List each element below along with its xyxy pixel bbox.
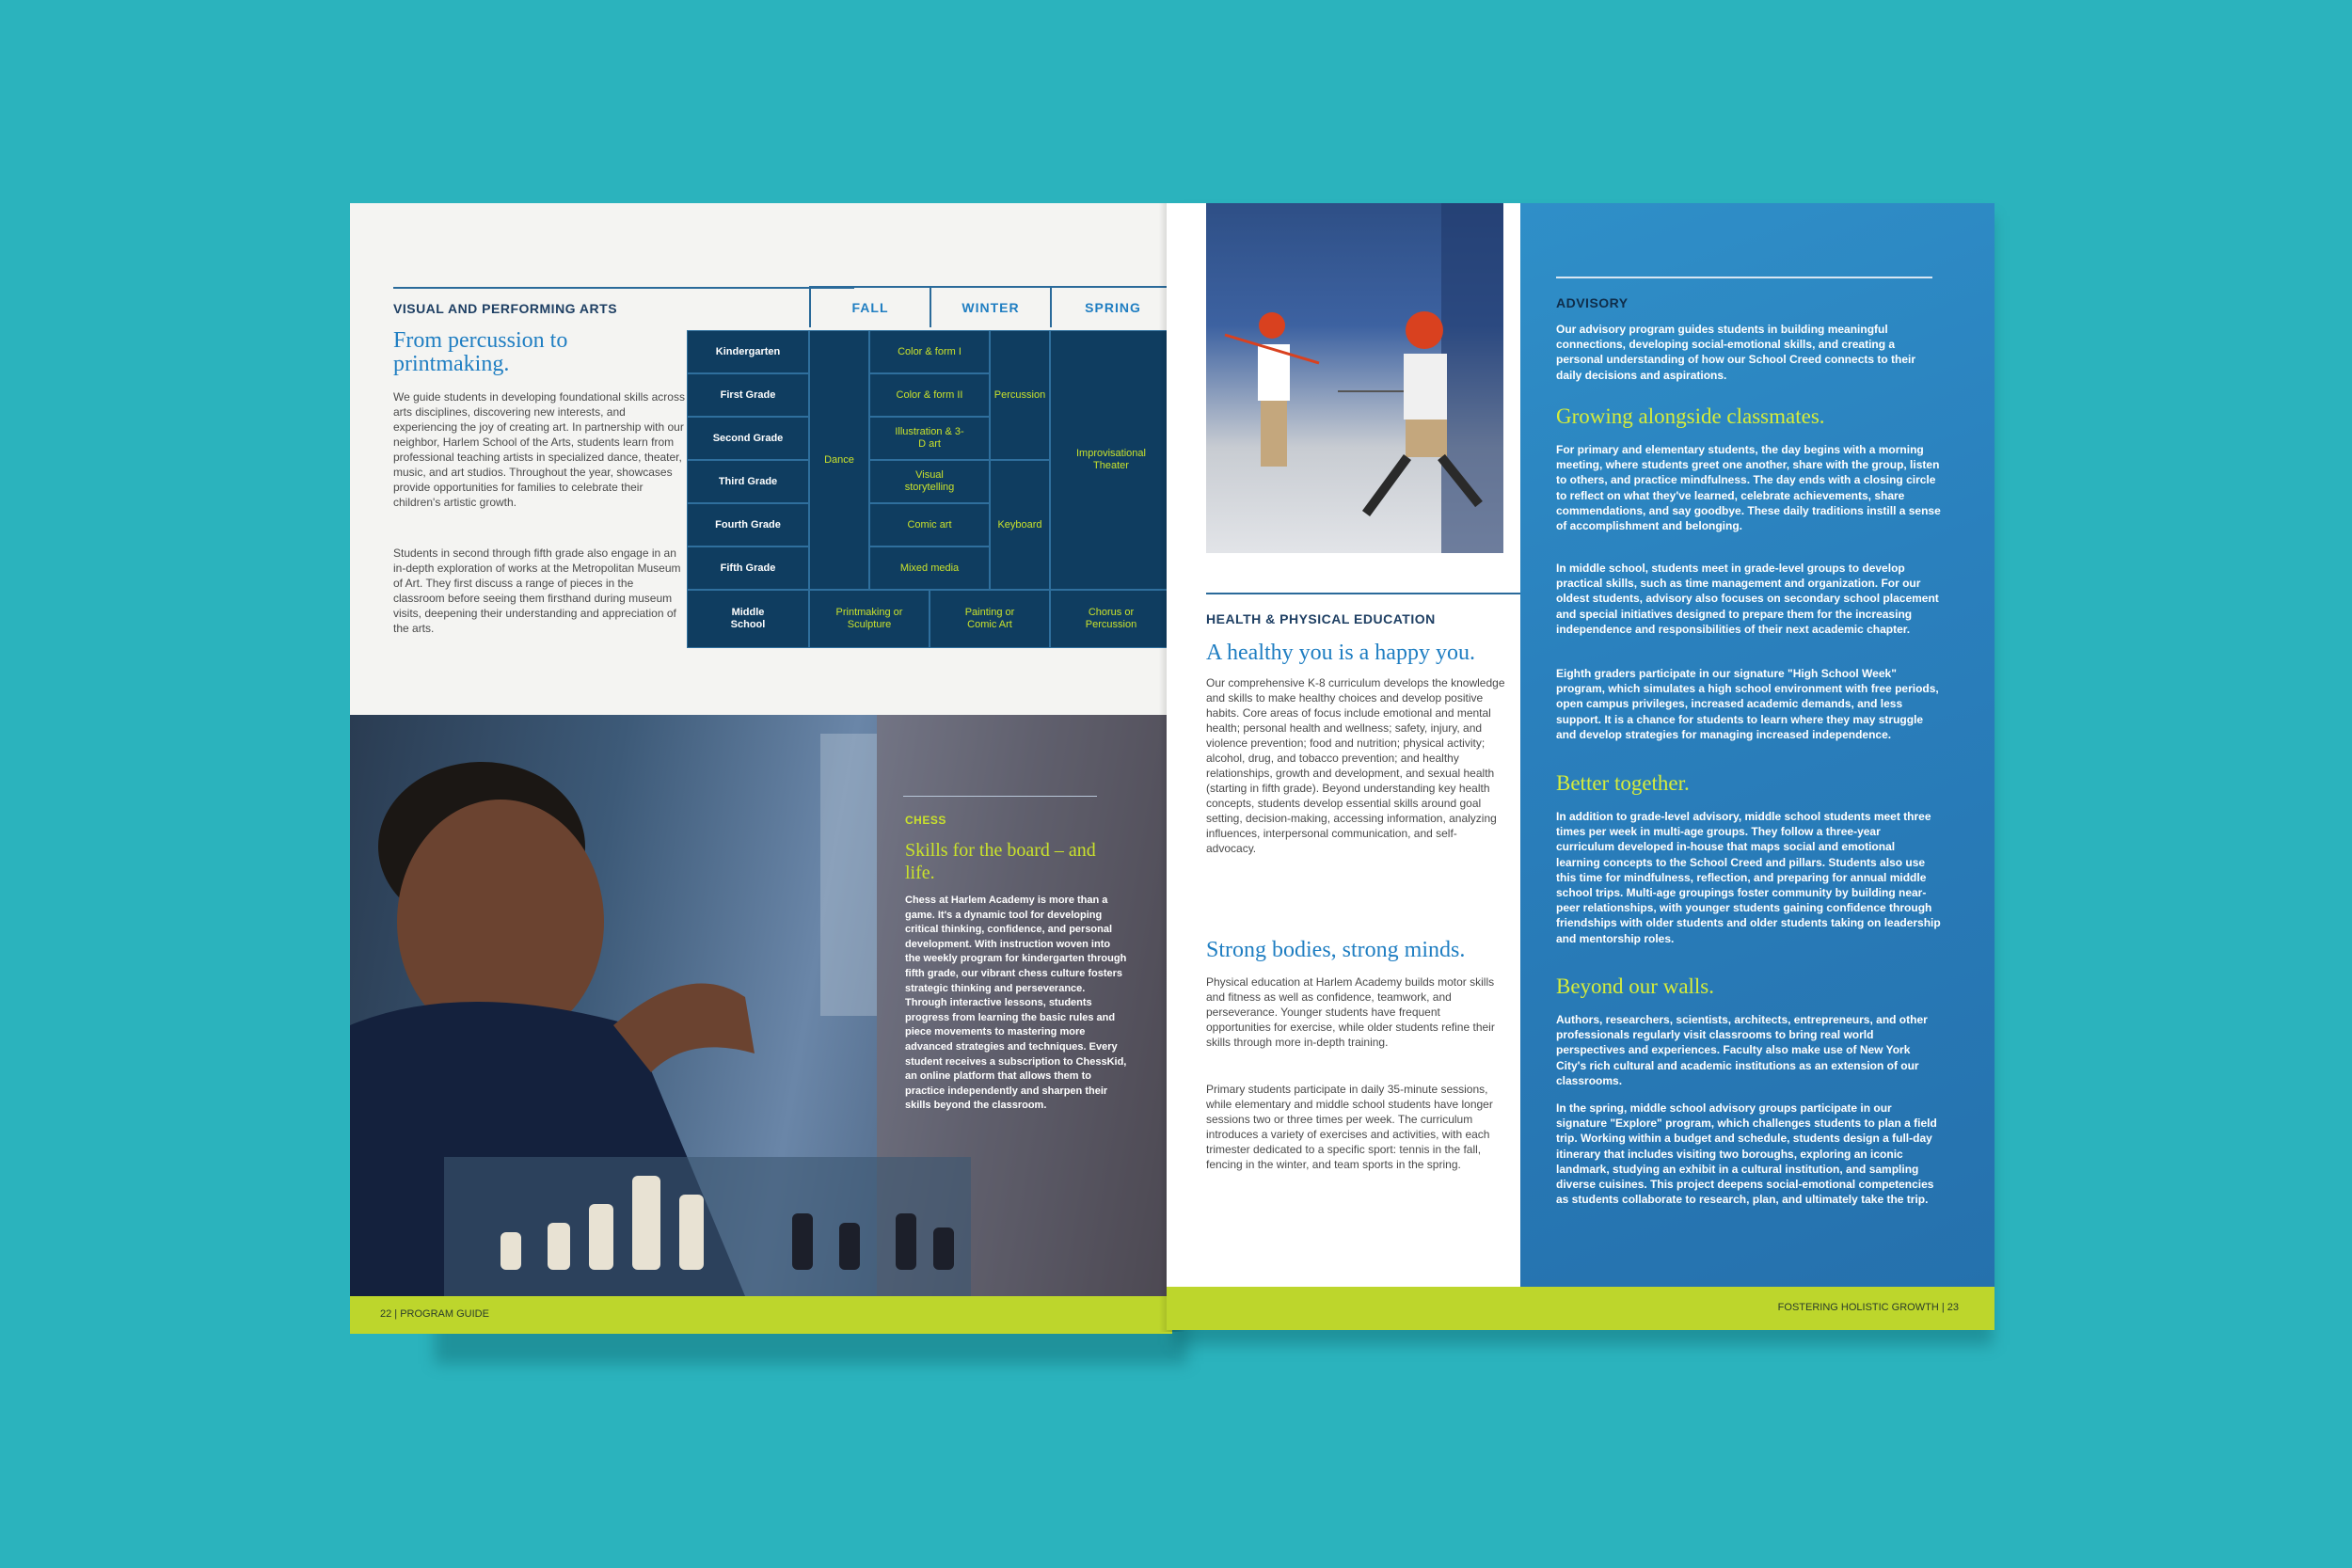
visual-arts-label: VISUAL AND PERFORMING ARTS (393, 301, 618, 316)
fencing-photo (1206, 203, 1503, 553)
advisory-paragraph-5: Authors, researchers, scientists, architects, entrepreneurs, and other professionals regularly visit classrooms to bring real world perspectives and experiences. Faculty also make use of New York City's rich cultural and academic institutions as an extension of our classrooms. (1556, 1013, 1928, 1087)
hpe-rule (1206, 593, 1522, 594)
advisory-paragraph-1: For primary and elementary students, the day begins with a morning meeting, where students greet one another, share with the group, listen to others, and practice mindfulness. The day ends with a closing circle to reflect on what they've learned, celebrate achievements, share commendations, and say goodbye. These daily traditions instill a sense of accomplishment and belonging. (1556, 443, 1941, 533)
visual-arts-paragraph-2: Students in second through fifth grade also engage in an in-depth exploration of works at the Metropolitan Museum of Art. They first discuss a range of pieces in the classroom before seeing them firsthand during museum visits, deepening their understanding and appreciation of the arts. (393, 546, 681, 635)
grade-fifth: Fifth Grade (687, 546, 809, 590)
activity-keyboard: Keyboard (990, 460, 1050, 590)
right-page-folio: FOSTERING HOLISTIC GROWTH | 23 (1777, 1302, 1959, 1313)
ms-spring-activity: Chorus or Percussion (1050, 590, 1172, 648)
chess-body: Chess at Harlem Academy is more than a game. It's a dynamic tool for developing critical thinking, confidence, and personal development. With instruction woven into the weekly program for kindergarten through fifth grade, our vibrant chess culture fosters strategic thinking and perseverance. Through interactive lessons, students progress from learning the basic rules and piece movements to mastering more advanced strategies and techniques. Every student receives a subscription to ChessKid, an online platform that allows them to practice independently and sharpen their skills beyond the classroom. (905, 895, 1127, 1112)
left-page-folio: 22 | PROGRAM GUIDE (380, 1308, 489, 1320)
visual-arts-headline: From percussion to printmaking. (393, 328, 568, 376)
advisory-headline-3: Beyond our walls. (1556, 974, 1715, 998)
season-winter: WINTER (930, 288, 1050, 327)
grade-third: Third Grade (687, 460, 809, 503)
season-spring: SPRING (1050, 288, 1172, 327)
left-footer (350, 1296, 1172, 1334)
advisory-paragraph-3: Eighth graders participate in our signature "High School Week" program, which simulates a high school environment with free periods, open campus privileges, increased academic demands, and less support. It is a chance for students to learn where they may struggle and develop strategies for managing increased independence. (1556, 667, 1939, 741)
advisory-paragraph-2: In middle school, students meet in grade-level groups to develop practical skills, such as time management and organization. For our oldest students, advisory also focuses on secondary school placement and special initiatives designed to prepare them for the increasing independence and responsibilities of their next academic chapter. (1556, 562, 1939, 636)
hpe-paragraph-3: Primary students participate in daily 35-minute sessions, while elementary and middle school students have longer sessions two or three times per week. The curriculum introduces a variety of exercises and activities, with each trimester dedicated to a specific sport: tennis in the fall, fencing in the winter, and team sports in the spring. (1206, 1083, 1493, 1171)
season-header (809, 286, 1172, 329)
ms-winter-activity: Painting or Comic Art (930, 590, 1050, 648)
advisory-panel (1520, 203, 1994, 1287)
grade-first: First Grade (687, 373, 809, 417)
chess-rule (903, 796, 1097, 797)
left-page (350, 203, 1172, 1334)
ms-fall-activity: Printmaking or Sculpture (809, 590, 930, 648)
fencing-photo-illustration (1206, 203, 1503, 553)
activity-color-form-2: Color & form II (869, 373, 990, 417)
activity-improv-theater: Improvisational Theater (1050, 330, 1172, 590)
advisory-headline-2: Better together. (1556, 771, 1690, 795)
section-rule (393, 287, 854, 289)
advisory-paragraph-6: In the spring, middle school advisory groups participate in our signature "Explore" program, which challenges students to plan a field trip. Working within a budget and schedule, students design a full-day itinerary that includes visiting two boroughs, exploring an iconic landmark, studying an exhibit in a cultural institution, and sampling diverse cuisines. This project deepens social-emotional competencies as students collaborate to research, plan, and ultimately take the trip. (1556, 1101, 1937, 1207)
hpe-headline-2: Strong bodies, strong minds. (1206, 938, 1466, 962)
advisory-intro: Our advisory program guides students in building meaningful connections, developing social-emotional skills, and creating a personal understanding of how our School Creed connects to their daily decisions and aspirations. (1556, 323, 1916, 382)
advisory-paragraph-4: In addition to grade-level advisory, middle school students meet three times per week in multi-age groups. They follow a three-year curriculum developed in-house that maps social and emotional learning concepts to the School Creed and pillars. Students also use this time for mindfulness, reflection, and preparing for annual middle school trips. Multi-age groupings foster community by building near-peer relationships, with younger students gaining confidence through friendships with older students and older students taking on leadership and mentorship roles. (1556, 810, 1941, 945)
activity-comic-art: Comic art (869, 503, 990, 546)
activity-color-form-1: Color & form I (869, 330, 990, 373)
hpe-paragraph-1: Our comprehensive K-8 curriculum develops the knowledge and skills to make healthy choices and develop positive habits. Core areas of focus include emotional and mental health; personal health and wellness; safety, injury, and violence prevention; food and nutrition; physical activity; alcohol, drug, and tobacco prevention; and healthy relationships, growth and development, and sexual health (starting in fifth grade). Beyond understanding key health concepts, students develop essential skills around goal setting, decision-making, accessing information, analyzing influences, interpersonal communication, and self-advocacy. (1206, 676, 1505, 855)
activity-dance: Dance (809, 330, 869, 590)
chess-label: CHESS (905, 814, 946, 827)
chess-headline: Skills for the board – and life. (905, 840, 1096, 883)
right-footer (1167, 1287, 1994, 1330)
grade-fourth: Fourth Grade (687, 503, 809, 546)
activity-visual-storytelling: Visual storytelling (869, 460, 990, 503)
activity-mixed-media: Mixed media (869, 546, 990, 590)
advisory-headline-1: Growing alongside classmates. (1556, 404, 1825, 428)
grade-kindergarten: Kindergarten (687, 330, 809, 373)
hpe-label: HEALTH & PHYSICAL EDUCATION (1206, 611, 1436, 626)
hpe-paragraph-2: Physical education at Harlem Academy builds motor skills and fitness as well as confidence, teamwork, and perseverance. Younger students have frequent opportunities for exercise, while older students refine their skills through more in-depth training. (1206, 975, 1495, 1049)
hpe-headline: A healthy you is a happy you. (1206, 641, 1475, 665)
arts-schedule-grid (687, 330, 1172, 648)
season-fall: FALL (809, 288, 930, 327)
grade-middle-school: Middle School (687, 590, 809, 648)
visual-arts-paragraph-1: We guide students in developing foundational skills across arts disciplines, discovering new interests, and experiencing the joy of creating art. In partnership with our neighbor, Harlem School of the Arts, students learn from professional teaching artists in specialized dance, theater, music, and art studios. Throughout the year, showcases provide opportunities for families to celebrate their children's artistic growth. (393, 390, 685, 509)
activity-percussion: Percussion (990, 330, 1050, 460)
advisory-label: ADVISORY (1556, 295, 1629, 310)
grade-second: Second Grade (687, 417, 809, 460)
advisory-rule (1556, 277, 1932, 278)
activity-illustration: Illustration & 3-D art (869, 417, 990, 460)
right-page (1167, 203, 1994, 1330)
